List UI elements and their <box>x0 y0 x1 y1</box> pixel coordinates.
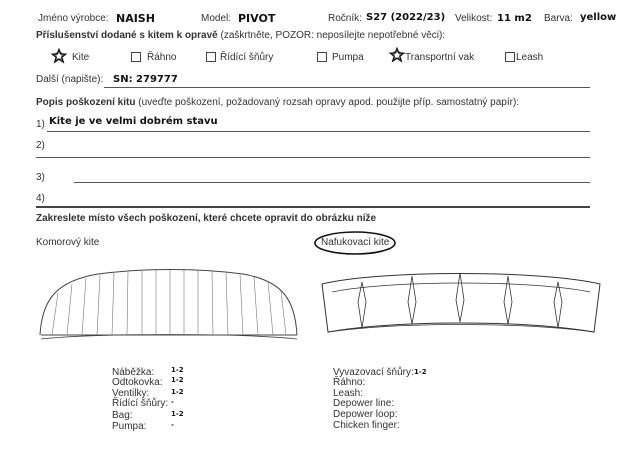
accessory-label-bag: Transportní vak <box>405 52 475 63</box>
part-value-trailing-edge[interactable]: 1-2 <box>171 376 184 384</box>
checkbox-lines[interactable] <box>206 52 216 62</box>
damage-num-2: 2) <box>36 140 45 151</box>
damage-line-3 <box>74 182 590 183</box>
damage-title <box>36 97 519 108</box>
other-underline <box>104 87 590 88</box>
bag-check-star-icon[interactable] <box>390 48 404 62</box>
size-value: 11 m2 <box>497 13 532 24</box>
accessories-title-bold: Příslušenství dodané s kitem k opravě <box>36 30 218 41</box>
year-label: Ročník: <box>328 13 362 24</box>
part-value-bag[interactable]: 1-2 <box>171 410 184 418</box>
part-value-bridle[interactable]: 1-2 <box>414 368 427 376</box>
part-label-chicken-finger: Chicken finger: <box>333 420 400 431</box>
accessory-label-rahno: Řáhno <box>147 52 177 63</box>
part-label-bridle: Vyvazovací šňůry: <box>333 367 414 378</box>
part-label-leading-edge: Náběžka: <box>112 367 155 378</box>
part-label-bar: Řáhno: <box>333 377 366 388</box>
other-value[interactable]: SN: 279777 <box>113 74 178 85</box>
accessory-label-lines: Řídící šňůry <box>220 52 274 63</box>
damage-title-note: (uveďte poškození, požadovaný rozsah opravy apod. použijte příp. samostatný papír): <box>138 97 520 108</box>
model-label: Model: <box>201 13 232 24</box>
accessory-label-pump: Pumpa <box>332 52 364 63</box>
damage-num-4: 4) <box>36 193 45 204</box>
ram-air-kite-drawing[interactable] <box>38 265 300 343</box>
color-label: Barva: <box>544 13 573 24</box>
part-label-trailing-edge: Odtokovka: <box>112 377 163 388</box>
accessories-title-note: (zaškrtněte, POZOR: neposílejte nepotřebné věci): <box>220 30 446 41</box>
checkbox-pump[interactable] <box>317 52 327 62</box>
drawing-title: Zakreslete místo všech poškození, které chcete opravit do obrázku níže <box>36 213 377 224</box>
damage-text-1[interactable]: Kite je ve velmi dobrém stavu <box>49 116 218 127</box>
accessories-title <box>36 30 445 41</box>
ram-air-kite-label: Komorový kite <box>36 237 100 248</box>
damage-title-bold: Popis poškození kitu <box>36 97 136 108</box>
manufacturer-value: NAISH <box>116 12 155 25</box>
accessory-label-kite: Kite <box>72 52 90 63</box>
part-value-pump[interactable]: - <box>171 421 174 429</box>
part-label-pump: Pumpa: <box>112 421 147 432</box>
checkbox-rahno[interactable] <box>131 52 141 62</box>
part-label-valves: Ventilky: <box>112 388 150 399</box>
inflatable-kite-drawing[interactable] <box>320 262 602 344</box>
part-label-leash: Leash: <box>333 388 364 399</box>
part-value-valves[interactable]: 1-2 <box>171 388 184 396</box>
part-label-depower-loop: Depower loop: <box>333 409 398 420</box>
part-label-control-lines: Řídící šňůry: <box>112 398 169 409</box>
damage-line-1 <box>47 131 590 132</box>
manufacturer-label: Jméno výrobce: <box>38 13 109 24</box>
accessory-label-leash: Leash <box>516 52 544 63</box>
other-label: Další (napište): <box>36 74 104 85</box>
model-value: PIVOT <box>238 12 276 25</box>
checkbox-leash[interactable] <box>505 52 515 62</box>
damage-line-2 <box>36 157 590 158</box>
part-value-leading-edge[interactable]: 1-2 <box>171 366 184 374</box>
year-value: S27 (2022/23) <box>366 12 446 23</box>
inflatable-kite-label: Nafukovací kite <box>321 237 390 248</box>
damage-line-4 <box>36 206 590 208</box>
damage-num-3: 3) <box>36 172 45 183</box>
part-value-control-lines[interactable]: - <box>171 398 174 406</box>
damage-num-1: 1) <box>36 119 45 130</box>
part-label-depower-line: Depower line: <box>333 398 395 409</box>
kite-check-star-icon[interactable] <box>52 49 66 63</box>
size-label: Velikost: <box>455 13 493 24</box>
part-label-bag: Bag: <box>112 410 133 421</box>
color-value: yellow <box>580 12 617 23</box>
